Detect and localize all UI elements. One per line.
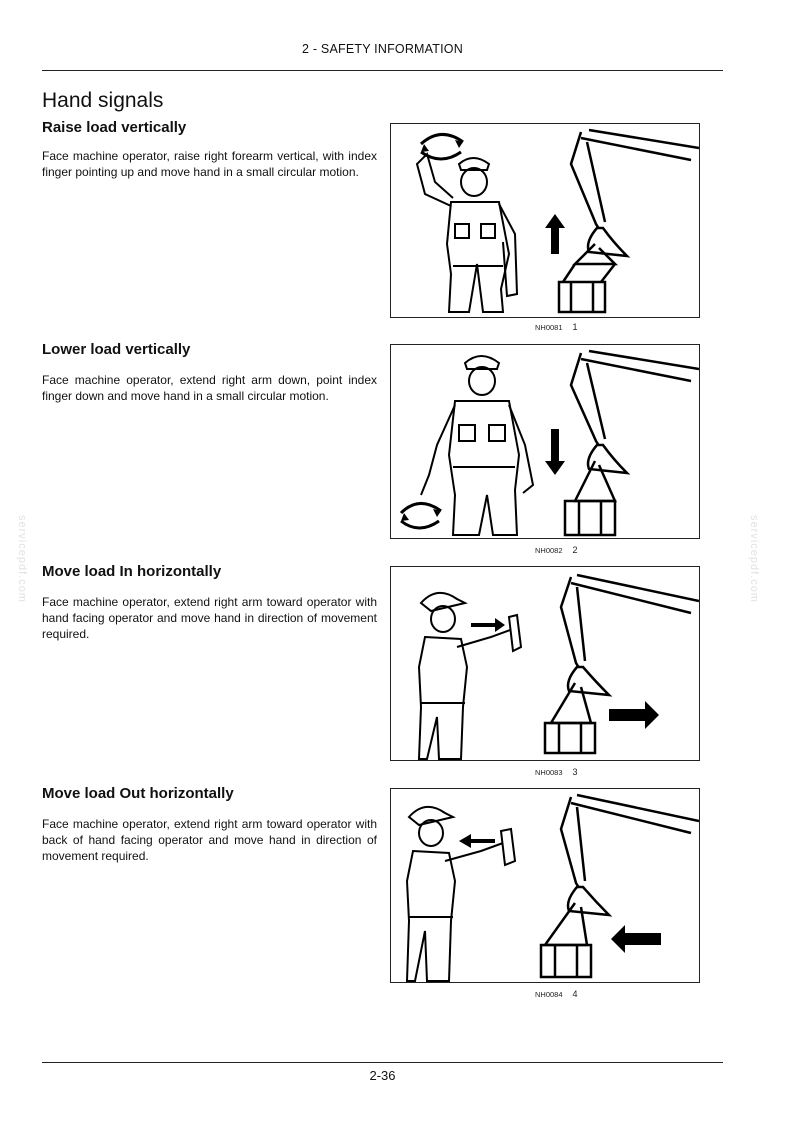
figure-raise-load <box>390 123 700 318</box>
arrow-right-icon <box>471 618 505 632</box>
section-text-lower-load: Face machine operator, extend right arm down, point index finger down and move hand in a small circular motion. <box>42 373 377 403</box>
section-text-move-in: Face machine operator, extend right arm toward operator with hand facing operator and move hand in direction of movement required. <box>42 595 377 641</box>
excavator-arm-illustration <box>565 351 699 535</box>
figure-caption-2 <box>535 545 578 555</box>
page-title: Hand signals <box>42 89 164 112</box>
page-header: 2 - SAFETY INFORMATION <box>302 42 463 56</box>
figure-move-load-out <box>390 788 700 983</box>
page-number: 2-36 <box>369 1068 396 1083</box>
figure-number: 1 <box>572 322 578 332</box>
figure-code: NH0082 <box>535 546 563 555</box>
footer-divider <box>42 1062 723 1063</box>
figure-lower-load <box>390 344 700 539</box>
operator-person-illustration <box>417 154 517 312</box>
figure-move-load-in <box>390 566 700 761</box>
section-title-move-in: Move load In horizontally <box>42 563 222 580</box>
excavator-arm-illustration <box>545 575 699 753</box>
figure-caption-4 <box>535 989 578 999</box>
excavator-arm-illustration <box>541 795 699 977</box>
figure-code: NH0081 <box>535 323 563 332</box>
section-title-raise-load: Raise load vertically <box>42 119 187 136</box>
figure-code: NH0084 <box>535 990 563 999</box>
excavator-arm-illustration <box>559 130 699 312</box>
operator-person-illustration <box>407 807 515 981</box>
section-text-move-out: Face machine operator, extend right arm toward operator with back of hand facing operator and move hand in direction of movement required. <box>42 817 377 863</box>
arrow-up-icon <box>545 214 565 254</box>
header-divider <box>42 70 723 71</box>
figure-number: 2 <box>572 545 578 555</box>
arrow-down-icon <box>545 429 565 475</box>
operator-person-illustration <box>419 593 521 759</box>
section-text-raise-load: Face machine operator, raise right forearm vertical, with index finger pointing up and move hand in a small circular motion. <box>42 149 377 179</box>
figure-caption-1 <box>535 322 578 332</box>
arrow-left-icon <box>459 834 495 848</box>
section-title-lower-load: Lower load vertically <box>42 341 191 358</box>
figure-number: 4 <box>572 989 578 999</box>
figure-code: NH0083 <box>535 768 563 777</box>
section-title-move-out: Move load Out horizontally <box>42 785 234 802</box>
figure-number: 3 <box>572 767 578 777</box>
figure-caption-3 <box>535 767 578 777</box>
watermark-left: servicepdf.com <box>16 515 28 603</box>
watermark-right: servicepdf.com <box>748 515 760 603</box>
